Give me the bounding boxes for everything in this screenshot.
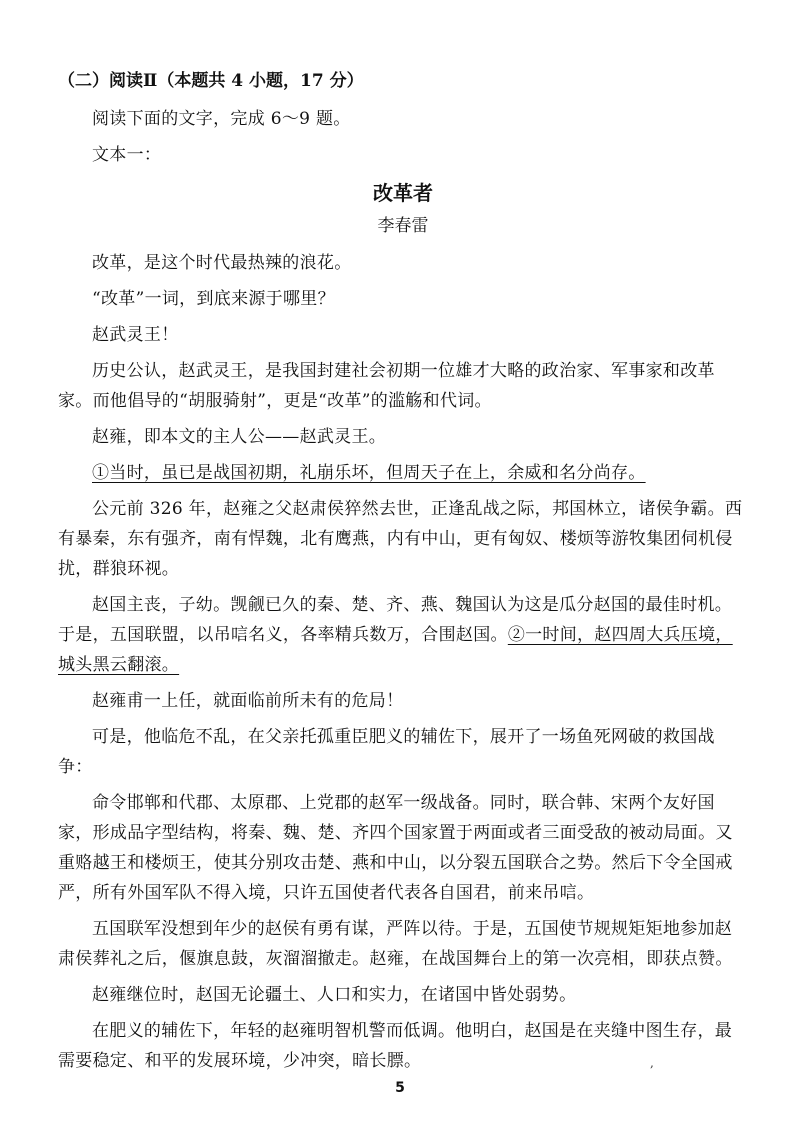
paragraph-11: 命令邯郸和代郡、太原郡、上党郡的赵军一级战备。同时，联合韩、宋两个友好国家，形成品字型结构，将秦、魏、楚、齐四个国家置于两面或者三面受敌的被动局面。又重赂越王和楼烦王，使其分别攻击楚、燕和中山，以分裂五国联合之势。然后下令全国戒严，所有外国军队不得入境，只许五国使者代表各自国君，前来吊唁。 <box>58 793 733 903</box>
paragraph-1: 改革，是这个时代最热辣的浪花。 <box>92 253 352 273</box>
section-header: （二）阅读Ⅱ（本题共 4 小题，17 分） <box>58 71 364 91</box>
paragraph-12: 五国联军没想到年少的赵侯有勇有谋，严阵以待。于是，五国使节规规矩矩地参加赵肃侯葬礼之后，偃旗息鼓，灰溜溜撤走。赵雍，在战国舞台上的第一次亮相，即获点赞。 <box>58 919 733 969</box>
instruction-text: 阅读下面的文字，完成 6～9 题。 <box>92 109 351 129</box>
paragraph-3: 赵武灵王！ <box>92 325 179 345</box>
reading-section <box>58 66 748 1082</box>
article-author: 李春雷 <box>377 216 429 236</box>
paragraph-13: 赵雍继位时，赵国无论疆土、人口和实力，在诸国中皆处弱势。 <box>92 985 577 1005</box>
paragraph-8 <box>58 590 748 680</box>
paragraph-4: 历史公认，赵武灵王，是我国封建社会初期一位雄才大略的政治家、军事家和改革家。而他倡导的“胡服骑射”，更是“改革”的滥觞和代词。 <box>58 361 715 411</box>
paragraph-9: 赵雍甫一上任，就面临前所未有的危局！ <box>92 691 404 711</box>
page-number: 5 <box>395 1080 405 1096</box>
paragraph-7: 公元前 326 年，赵雍之父赵肃侯猝然去世，正逢乱战之际，邦国林立，诸侯争霸。西有暴秦，东有强齐，南有悍魏，北有鹰燕，内有中山，更有匈奴、楼烦等游牧集团伺机侵扰，群狼环视。 <box>58 499 743 579</box>
underlined-sentence-1: ①当时，虽已是战国初期，礼崩乐坏，但周天子在上，余威和名分尚存。 <box>92 463 646 483</box>
stray-mark: , <box>650 1056 654 1070</box>
paragraph-8-text: 赵国主丧，子幼。觊觎已久的秦、楚、齐、燕、魏国认为这是瓜分赵国的最佳时机。于是，五国联盟，以吊唁名义，各率精兵数万，合围赵国。 <box>58 595 733 645</box>
paragraph-6 <box>58 458 748 488</box>
paragraph-2: “改革”一词，到底来源于哪里？ <box>92 289 335 309</box>
paragraph-10: 可是，他临危不乱，在父亲托孤重臣肥义的辅佐下，展开了一场鱼死网破的救国战争： <box>58 727 715 777</box>
article-title: 改革者 <box>373 181 433 205</box>
paragraph-5: 赵雍，即本文的主人公——赵武灵王。 <box>92 427 387 447</box>
underlined-sentence-2: ②一时间，赵四周大兵压境，城头黑云翻滚。 <box>58 625 733 675</box>
text-label: 文本一： <box>92 145 162 165</box>
paragraph-14: 在肥义的辅佐下，年轻的赵雍明智机警而低调。他明白，赵国是在夹缝中图生存，最需要稳定、和平的发展环境，少冲突，暗长膘。 <box>58 1021 733 1071</box>
